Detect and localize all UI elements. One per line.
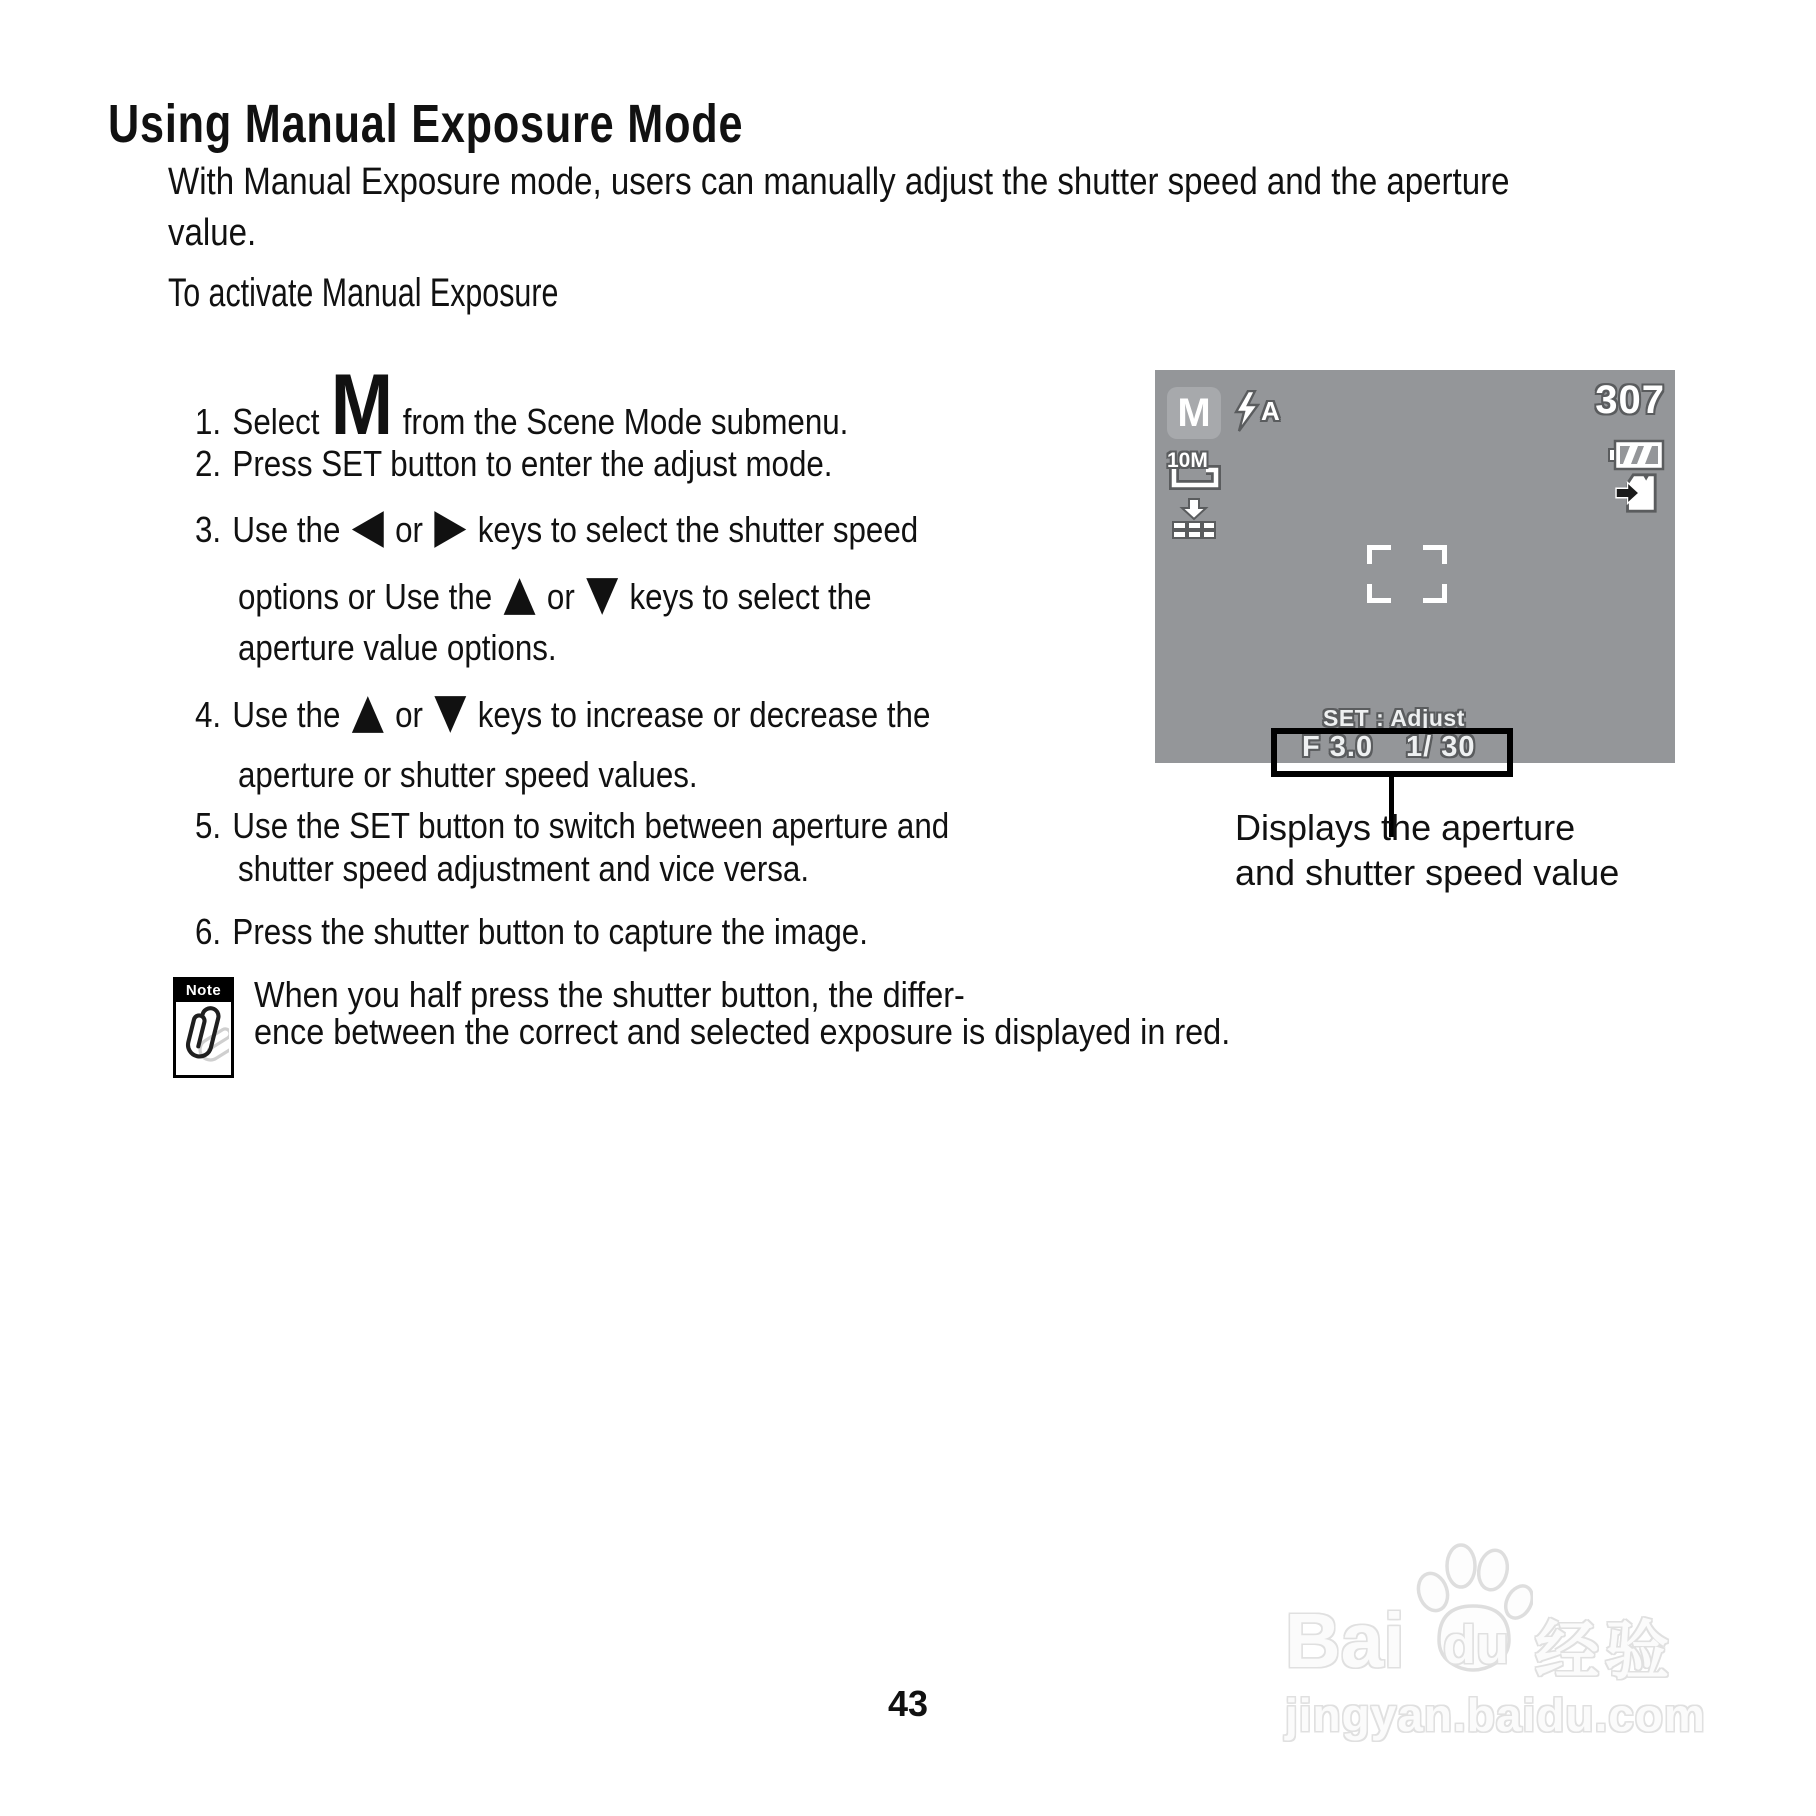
callout-caption-line-1: Displays the aperture [1235, 807, 1576, 848]
shutter-speed-value: 1/ 30 [1406, 731, 1476, 763]
step-text: shutter speed adjustment and vice versa. [238, 848, 810, 889]
step-number: 2. [195, 443, 222, 484]
camera-lcd-screen [1155, 370, 1675, 763]
step-text: keys to select the shutter speed [477, 509, 919, 550]
step-text: Use the SET button to switch between aperture and [232, 805, 950, 846]
watermark-jingyan-cn: 经验 [1535, 1615, 1675, 1689]
watermark-bai: Bai [1285, 1598, 1405, 1684]
step-5-line-1 [195, 805, 949, 846]
note-box [173, 977, 234, 1078]
step-number: 5. [195, 805, 222, 846]
resolution-label: 10M [1167, 449, 1208, 472]
step-number: 6. [195, 911, 222, 952]
focus-corner [1423, 545, 1447, 564]
step-text: Press the shutter button to capture the image. [232, 911, 868, 952]
step-4-line-1 [195, 683, 931, 739]
step-6 [195, 911, 868, 952]
step-number: 1. [195, 401, 222, 442]
step-1 [195, 357, 849, 453]
watermark-du: du [1443, 1615, 1509, 1675]
note-text-line-2: ence between the correct and selected exposure is displayed in red. [254, 1011, 1231, 1052]
intro-line-2: value. [168, 212, 257, 254]
manual-mode-badge: M [1167, 387, 1221, 439]
focus-corner [1367, 545, 1391, 564]
step-number: 3. [195, 509, 222, 550]
highlight-rectangle [1271, 728, 1513, 777]
lightning-bolt-icon [1233, 390, 1260, 434]
quality-icon [1171, 497, 1217, 546]
step-3-line-2 [238, 565, 872, 621]
step-2 [195, 443, 833, 484]
battery-icon [1607, 439, 1665, 476]
note-text-line-1: When you half press the shutter button, the differ- [254, 974, 965, 1015]
manual-mode-letter: M [330, 357, 392, 453]
step-text: or [395, 509, 423, 550]
aperture-value: F 3.0 [1302, 731, 1374, 763]
step-text: Select [232, 401, 320, 442]
step-text: aperture value options. [238, 627, 557, 668]
up-arrow-key-icon: ▲ [351, 683, 384, 739]
focus-brackets-icon [1367, 545, 1447, 603]
left-arrow-key-icon: ◀ [351, 498, 384, 554]
step-text: or [395, 694, 423, 735]
flash-auto-label: A [1261, 396, 1280, 426]
intro-line-1: With Manual Exposure mode, users can manually adjust the shutter speed and the aperture [168, 161, 1510, 203]
right-arrow-key-icon: ▶ [434, 498, 467, 554]
step-4-line-2 [238, 754, 698, 795]
step-text: or [546, 576, 575, 617]
up-arrow-key-icon: ▲ [503, 565, 536, 621]
note-label: Note [176, 980, 231, 1002]
step-number: 4. [195, 694, 222, 735]
baidu-jingyan-watermark [1285, 1542, 1725, 1752]
set-adjust-hint: SET : Adjust [1323, 705, 1465, 731]
page-number: 43 [887, 1683, 929, 1724]
paperclip-icon [176, 1002, 231, 1075]
step-text: options or Use the [238, 576, 493, 617]
resolution-icon [1167, 449, 1227, 497]
flash-auto-icon [1233, 390, 1280, 434]
watermark-url: jingyan.baidu.com [1285, 1689, 1706, 1741]
sd-card-icon [1614, 472, 1662, 519]
focus-corner [1423, 584, 1447, 603]
step-text: aperture or shutter speed values. [238, 754, 698, 795]
step-text: Press SET button to enter the adjust mode. [232, 443, 833, 484]
page-title: Using Manual Exposure Mode [108, 94, 744, 154]
callout-caption-line-2: and shutter speed value [1235, 852, 1620, 893]
step-text: keys to select the [629, 576, 872, 617]
step-text: Use the [232, 694, 341, 735]
step-text: keys to increase or decrease the [477, 694, 931, 735]
step-text: Use the [232, 509, 341, 550]
focus-corner [1367, 584, 1391, 603]
step-5-line-2 [238, 848, 809, 889]
down-arrow-key-icon: ▼ [586, 565, 619, 621]
step-3-line-1 [195, 498, 919, 554]
step-text: from the Scene Mode submenu. [402, 401, 849, 442]
section-subheading: To activate Manual Exposure [168, 271, 559, 315]
shots-remaining: 307 [1595, 378, 1665, 422]
step-3-line-3 [238, 627, 557, 668]
down-arrow-key-icon: ▼ [434, 683, 467, 739]
